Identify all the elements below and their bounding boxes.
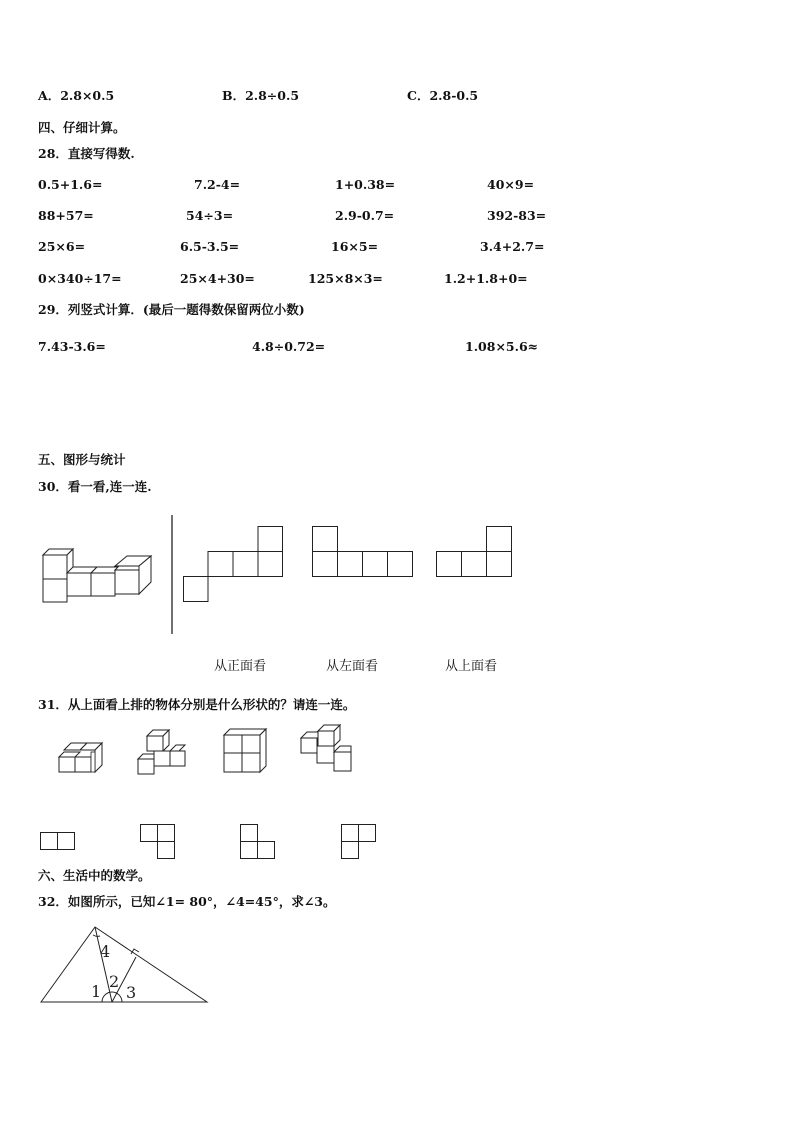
option-b: B．2.8÷0.5 <box>222 88 300 103</box>
q30-divider <box>170 515 174 635</box>
q28-item: 54÷3= <box>186 208 234 223</box>
q28-title: 28．直接写得数. <box>38 146 135 161</box>
q28-item: 1.2+1.8+0= <box>444 271 528 286</box>
q28-item: 88+57= <box>38 208 94 223</box>
section-4-heading: 四、仔细计算。 <box>38 120 126 135</box>
q28-item: 3.4+2.7= <box>480 239 545 254</box>
q31-topview-4 <box>341 824 377 860</box>
q28-item: 25×6= <box>38 239 86 254</box>
q32-title: 32．如图所示，已知∠1= 80°，∠4=45°，求∠3。 <box>38 894 336 909</box>
q29-title: 29．列竖式计算．(最后一题得数保留两位小数) <box>38 302 305 317</box>
option-a: A．2.8×0.5 <box>38 88 115 103</box>
q28-item: 125×8×3= <box>308 271 383 286</box>
q30-cube-figure <box>40 548 155 603</box>
q30-view-shape-1 <box>183 526 284 604</box>
q28-item: 0×340÷17= <box>38 271 122 286</box>
angle-label-2: 2 <box>109 972 120 991</box>
q31-solid-2 <box>137 728 187 776</box>
q28-item: 1+0.38= <box>335 177 396 192</box>
q29-item: 1.08×5.6≈ <box>465 339 539 354</box>
q28-item: 6.5-3.5= <box>180 239 240 254</box>
angle-label-4: 4 <box>100 942 111 961</box>
q28-item: 25×4+30= <box>180 271 255 286</box>
q31-topview-1 <box>40 832 76 852</box>
q28-item: 2.9-0.7= <box>335 208 395 223</box>
angle-label-1: 1 <box>91 982 102 1001</box>
q31-topview-2 <box>140 824 176 860</box>
view-label-front: 从正面看 <box>214 659 267 674</box>
q31-solid-3 <box>222 728 268 774</box>
option-c: C．2.8-0.5 <box>407 88 479 103</box>
q30-title: 30．看一看,连一连. <box>38 479 152 494</box>
q29-item: 7.43-3.6= <box>38 339 106 354</box>
q30-view-shape-2 <box>312 526 414 579</box>
section-6-heading: 六、生活中的数学。 <box>38 868 151 883</box>
q32-triangle-figure <box>40 925 210 1005</box>
view-label-top: 从上面看 <box>445 659 498 674</box>
q31-solid-1 <box>58 740 104 774</box>
view-label-left: 从左面看 <box>326 659 379 674</box>
q29-item: 4.8÷0.72= <box>252 339 326 354</box>
q31-solid-4 <box>300 724 354 774</box>
q30-view-shape-3 <box>436 526 513 579</box>
q31-topview-3 <box>240 824 276 860</box>
section-5-heading: 五、图形与统计 <box>38 452 126 467</box>
angle-label-3: 3 <box>126 983 137 1002</box>
q31-title: 31．从上面看上排的物体分别是什么形状的？请连一连。 <box>38 697 356 712</box>
q28-item: 7.2-4= <box>194 177 241 192</box>
q28-item: 16×5= <box>331 239 379 254</box>
q28-item: 40×9= <box>487 177 535 192</box>
q28-item: 0.5+1.6= <box>38 177 103 192</box>
q28-item: 392-83= <box>487 208 547 223</box>
